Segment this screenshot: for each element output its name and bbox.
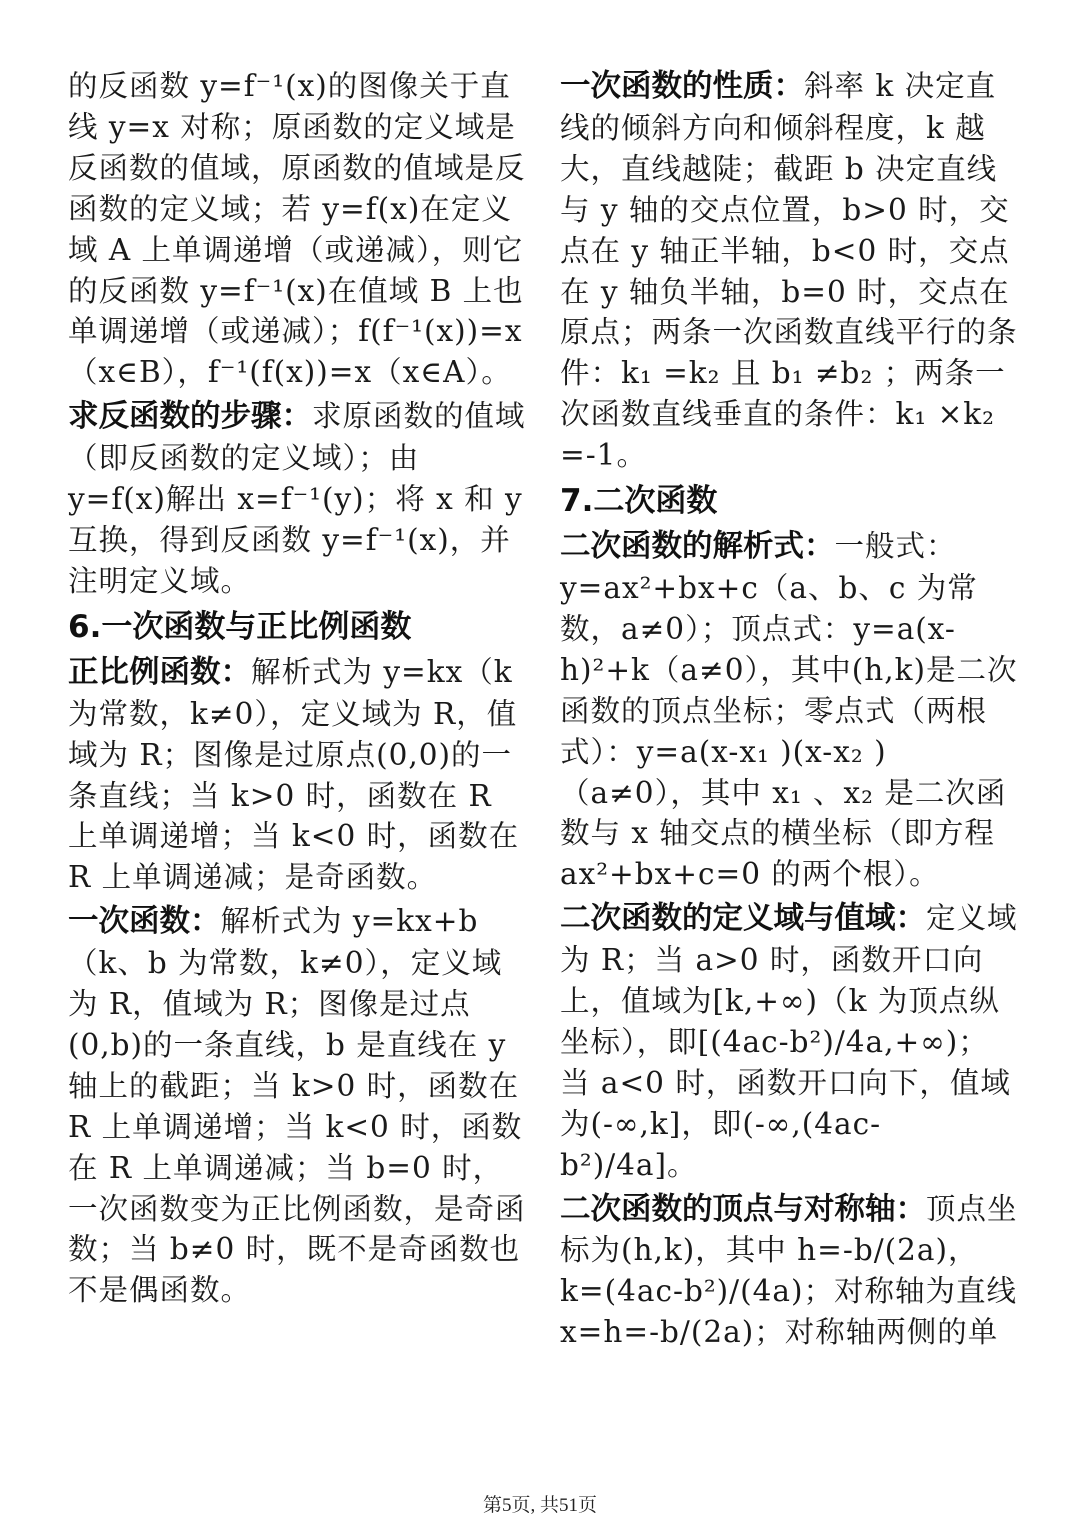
proportional-function-term: 正比例函数： xyxy=(68,654,251,690)
linear-function-term: 一次函数： xyxy=(68,904,221,940)
inverse-function-steps-term: 求反函数的步骤： xyxy=(68,399,312,435)
linear-function-paragraph: 一次函数：解析式为 y=kx+b（k、b 为常数，k≠0），定义域为 R，值域为 R；图像是过点(0,b)的一条直线，b 是直线在 y 轴上的截距；当 k>0 时，函数在 R 上单调递增；当 k<0 时，函数在 R 上单调递减；当 b=0 时，一次函数变为正比例函数，是奇函数；当 b≠0 时，既不是奇函数也不是偶函数。 xyxy=(68,904,526,1308)
section-6-heading: 6.一次函数与正比例函数 xyxy=(68,608,412,645)
quadratic-domain-range-term: 二次函数的定义域与值域： xyxy=(560,901,926,937)
inverse-function-properties-paragraph: 的反函数 y=f⁻¹(x)的图像关于直线 y=x 对称；原函数的定义域是反函数的值域，原函数的值域是反函数的定义域；若 y=f(x)在定义域 A 上单调递增（或递减），则它的反函数 y=f⁻¹(x)在值域 B 上也单调递增（或递减）；f(f⁻¹(x))=x（x∈B），f⁻¹(f(x))=x（x∈A）。 xyxy=(68,69,526,390)
quadratic-expression-paragraph: 二次函数的解析式：一般式：y=ax²+bx+c（a、b、c 为常数，a≠0）；顶点式：y=a(x-h)²+k（a≠0），其中(h,k)是二次函数的顶点坐标；零点式（两根式）：y=a(x-x₁ )(x-x₂ )（a≠0），其中 x₁ 、x₂ 是二次函数与 x 轴交点的横坐标（即方程 ax²+bx+c=0 的两个根）。 xyxy=(560,529,1018,892)
proportional-function-paragraph: 正比例函数：解析式为 y=kx（k 为常数，k≠0），定义域为 R，值域为 R；图像是过原点(0,0)的一条直线；当 k>0 时，函数在 R 上单调递增；当 k<0 时，函数在 R 上单调递减；是奇函数。 xyxy=(68,654,520,895)
quadratic-vertex-axis-term: 二次函数的顶点与对称轴： xyxy=(560,1191,926,1227)
inverse-function-steps-paragraph: 求反函数的步骤：求原函数的值域（即反函数的定义域）；由 y=f(x)解出 x=f⁻¹(y)；将 x 和 y 互换，得到反函数 y=f⁻¹(x)，并注明定义域。 xyxy=(68,399,526,598)
quadratic-expression-term: 二次函数的解析式： xyxy=(560,529,835,565)
left-column xyxy=(68,66,526,1311)
right-column xyxy=(560,66,1018,1353)
linear-function-properties-paragraph: 一次函数的性质：斜率 k 决定直线的倾斜方向和倾斜程度，k 越大，直线越陡；截距 b 决定直线与 y 轴的交点位置，b>0 时，交点在 y 轴正半轴，b<0 时，交点在 y 轴负半轴，b=0 时，交点在原点；两条一次函数直线平行的条件：k₁ =k₂ 且 b₁ ≠b₂ ；两条一次函数直线垂直的条件：k₁ ×k₂ =-1。 xyxy=(560,69,1018,473)
quadratic-domain-range-paragraph: 二次函数的定义域与值域：定义域为 R；当 a>0 时，函数开口向上，值域为[k,+∞)（k 为顶点纵坐标），即[(4ac-b²)/4a,+∞)；当 a<0 时，函数开口向下，值域为(-∞,k]，即(-∞,(4ac-b²)/4a]。 xyxy=(560,901,1018,1182)
linear-function-properties-term: 一次函数的性质： xyxy=(560,69,804,104)
page-number-footer: 第5页, 共51页 xyxy=(482,1495,597,1516)
section-7-heading: 7.二次函数 xyxy=(560,483,718,520)
quadratic-vertex-axis-paragraph: 二次函数的顶点与对称轴：顶点坐标为(h,k)，其中 h=-b/(2a)，k=(4ac-b²)/(4a)；对称轴为直线 x=h=-b/(2a)；对称轴两侧的单 xyxy=(560,1191,1018,1350)
